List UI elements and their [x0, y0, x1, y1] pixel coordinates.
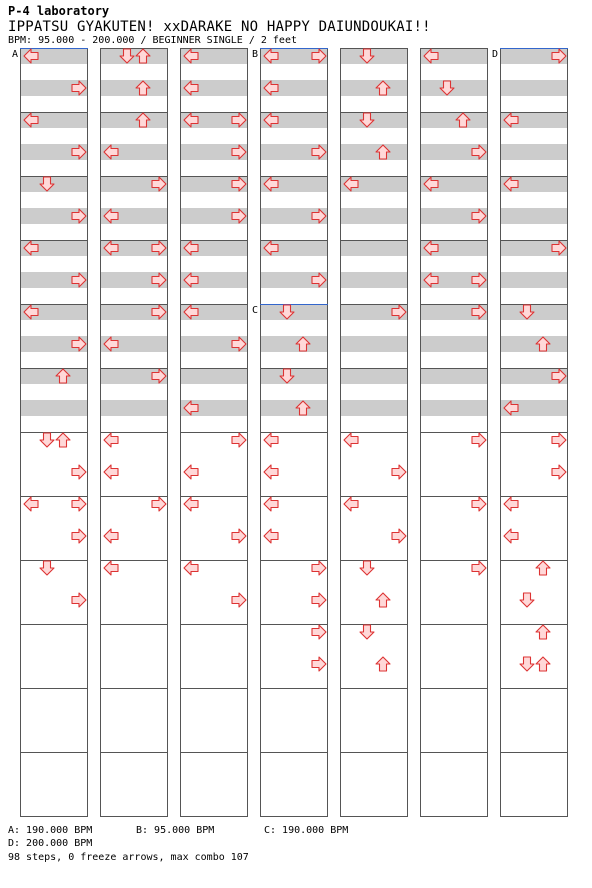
step-arrow-right	[232, 593, 246, 607]
beat-stripe	[340, 144, 408, 160]
step-arrow-right	[312, 561, 326, 575]
chart-column	[100, 48, 168, 817]
beat-stripe	[340, 80, 408, 96]
beat-stripe	[500, 80, 568, 96]
step-arrow-left	[104, 529, 118, 543]
beat-stripe	[340, 240, 408, 256]
step-arrow-down	[40, 433, 54, 447]
step-arrow-right	[392, 529, 406, 543]
step-arrow-right	[72, 465, 86, 479]
step-arrow-left	[104, 433, 118, 447]
beat-stripe	[100, 112, 168, 128]
step-arrow-left	[504, 497, 518, 511]
step-arrow-down	[520, 593, 534, 607]
bpm-legend-c: C: 190.000 BPM	[264, 825, 349, 836]
beat-stripe	[420, 400, 488, 416]
bpm-marker-label: B	[252, 49, 259, 60]
step-arrow-left	[504, 529, 518, 543]
step-arrow-right	[552, 465, 566, 479]
beat-stripe	[180, 368, 248, 384]
step-arrow-right	[552, 433, 566, 447]
beat-stripe	[100, 400, 168, 416]
step-arrow-left	[344, 497, 358, 511]
step-arrow-right	[312, 593, 326, 607]
step-stats: 98 steps, 0 freeze arrows, max combo 107	[8, 852, 249, 863]
chart-column	[340, 48, 408, 817]
bpm-legend-d: D: 200.000 BPM	[8, 838, 93, 849]
step-arrow-up	[376, 657, 390, 671]
beat-stripe	[500, 336, 568, 352]
beat-stripe	[260, 336, 328, 352]
step-arrow-right	[72, 497, 86, 511]
step-arrow-left	[184, 561, 198, 575]
chart-column	[420, 48, 488, 817]
chart-column	[20, 48, 88, 817]
step-arrow-right	[232, 433, 246, 447]
step-arrow-up	[376, 593, 390, 607]
step-arrow-left	[264, 529, 278, 543]
step-arrow-left	[184, 465, 198, 479]
step-arrow-left	[184, 497, 198, 511]
step-arrow-left	[104, 561, 118, 575]
step-arrow-up	[56, 433, 70, 447]
bpm-marker-label: D	[492, 49, 499, 60]
bpm-legend-b: B: 95.000 BPM	[136, 825, 215, 836]
step-arrow-up	[536, 561, 550, 575]
bpm-legend-a: A: 190.000 BPM	[8, 825, 93, 836]
chart-column	[180, 48, 248, 817]
beat-stripe	[340, 272, 408, 288]
song-title: IPPATSU GYAKUTEN! xxDARAKE NO HAPPY DAIUNDOUKAI!!	[8, 19, 431, 35]
beat-stripe	[340, 336, 408, 352]
step-arrow-right	[232, 529, 246, 543]
step-arrow-up	[536, 657, 550, 671]
step-arrow-right	[472, 433, 486, 447]
beat-stripe	[420, 368, 488, 384]
bpm-marker-label: C	[252, 305, 259, 316]
step-arrow-right	[72, 593, 86, 607]
step-arrow-left	[344, 433, 358, 447]
step-arrow-left	[104, 465, 118, 479]
chart-column	[260, 48, 328, 817]
step-arrow-left	[24, 497, 38, 511]
step-arrow-down	[360, 625, 374, 639]
beat-stripe	[420, 112, 488, 128]
beat-stripe	[340, 400, 408, 416]
beat-stripe	[500, 144, 568, 160]
step-arrow-up	[536, 625, 550, 639]
beat-stripe	[260, 400, 328, 416]
step-arrow-right	[152, 497, 166, 511]
step-arrow-right	[312, 657, 326, 671]
beat-stripe	[20, 400, 88, 416]
step-arrow-down	[360, 561, 374, 575]
step-arrow-left	[264, 433, 278, 447]
chart-column	[500, 48, 568, 817]
site-title: P-4 laboratory	[8, 4, 110, 18]
step-arrow-right	[72, 529, 86, 543]
step-arrow-down	[40, 561, 54, 575]
beat-stripe	[20, 368, 88, 384]
step-arrow-left	[264, 465, 278, 479]
beat-stripe	[340, 368, 408, 384]
chart-subtitle: BPM: 95.000 - 200.000 / BEGINNER SINGLE / 2 feet	[8, 35, 297, 46]
step-arrow-right	[472, 497, 486, 511]
step-arrow-right	[392, 465, 406, 479]
beat-stripe	[500, 208, 568, 224]
step-arrow-right	[472, 561, 486, 575]
beat-stripe	[500, 272, 568, 288]
beat-stripe	[100, 80, 168, 96]
step-arrow-right	[312, 625, 326, 639]
step-arrow-left	[264, 497, 278, 511]
beat-stripe	[340, 208, 408, 224]
bpm-marker-label: A	[12, 49, 19, 60]
step-arrow-down	[520, 657, 534, 671]
beat-stripe	[420, 336, 488, 352]
